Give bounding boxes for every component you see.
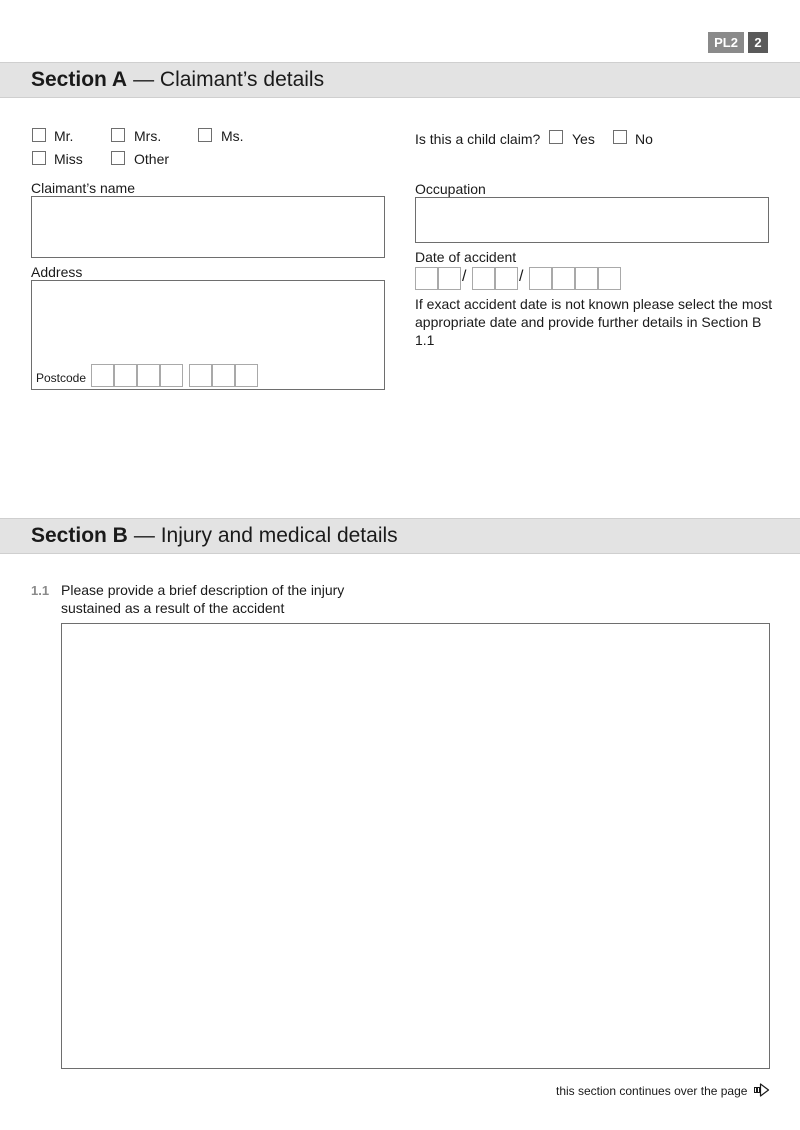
occupation-field[interactable] <box>415 197 769 243</box>
page-number-badge: 2 <box>748 32 768 53</box>
address-field[interactable] <box>31 280 385 390</box>
occupation-label: Occupation <box>415 181 486 197</box>
date-day-cell[interactable] <box>415 267 438 290</box>
section-a-heading <box>0 62 800 98</box>
postcode-cell[interactable] <box>189 364 212 387</box>
injury-description-field[interactable] <box>61 623 770 1069</box>
claimant-name-field[interactable] <box>31 196 385 258</box>
child-claim-no-checkbox[interactable] <box>613 130 627 144</box>
section-b-title: Section B <box>31 524 128 547</box>
date-separator: / <box>519 268 524 285</box>
child-claim-question: Is this a child claim? <box>415 131 541 147</box>
question-1-1-line1: Please provide a brief description of the injury <box>61 582 345 598</box>
address-label: Address <box>31 264 83 280</box>
postcode-inward-boxes[interactable] <box>189 364 258 388</box>
postcode-cell[interactable] <box>212 364 235 387</box>
title-other-label: Other <box>134 151 170 167</box>
arrow-right-icon <box>754 1083 770 1097</box>
title-miss-label: Miss <box>54 151 83 167</box>
title-ms-label: Ms. <box>221 128 244 144</box>
postcode-cell[interactable] <box>91 364 114 387</box>
child-claim-yes-checkbox[interactable] <box>549 130 563 144</box>
postcode-cell[interactable] <box>160 364 183 387</box>
date-year-cell[interactable] <box>552 267 575 290</box>
question-number: 1.1 <box>31 583 50 598</box>
postcode-cell[interactable] <box>137 364 160 387</box>
section-a-subtitle: — Claimant’s details <box>133 68 325 91</box>
date-month-cell[interactable] <box>472 267 495 290</box>
question-1-1-line2: sustained as a result of the accident <box>61 600 285 616</box>
claimant-name-label: Claimant’s name <box>31 180 136 196</box>
postcode-label: Postcode <box>36 371 87 385</box>
postcode-outward-boxes[interactable] <box>91 364 183 388</box>
date-note: If exact accident date is not known please select the most appropriate date and provide further details in Section B 1.1 <box>415 296 773 348</box>
section-a-title: Section A <box>31 68 128 91</box>
date-year-cell[interactable] <box>575 267 598 290</box>
child-claim-no-label: No <box>635 131 653 147</box>
title-mr-label: Mr. <box>54 128 74 144</box>
section-b-heading <box>0 518 800 554</box>
date-of-accident-label: Date of accident <box>415 249 517 265</box>
date-of-accident-field[interactable] <box>415 267 625 291</box>
date-year-cell[interactable] <box>598 267 621 290</box>
date-month-cell[interactable] <box>495 267 518 290</box>
form-code-badge: PL2 <box>708 32 744 53</box>
section-b-subtitle: — Injury and medical details <box>133 524 398 547</box>
title-miss-checkbox[interactable] <box>32 151 46 165</box>
title-mr-checkbox[interactable] <box>32 128 46 142</box>
continues-note: this section continues over the page <box>556 1084 748 1098</box>
date-year-cell[interactable] <box>529 267 552 290</box>
title-other-checkbox[interactable] <box>111 151 125 165</box>
date-separator: / <box>462 268 467 285</box>
title-mrs-checkbox[interactable] <box>111 128 125 142</box>
date-day-cell[interactable] <box>438 267 461 290</box>
child-claim-yes-label: Yes <box>572 131 595 147</box>
postcode-cell[interactable] <box>114 364 137 387</box>
title-mrs-label: Mrs. <box>134 128 162 144</box>
title-ms-checkbox[interactable] <box>198 128 212 142</box>
postcode-cell[interactable] <box>235 364 258 387</box>
